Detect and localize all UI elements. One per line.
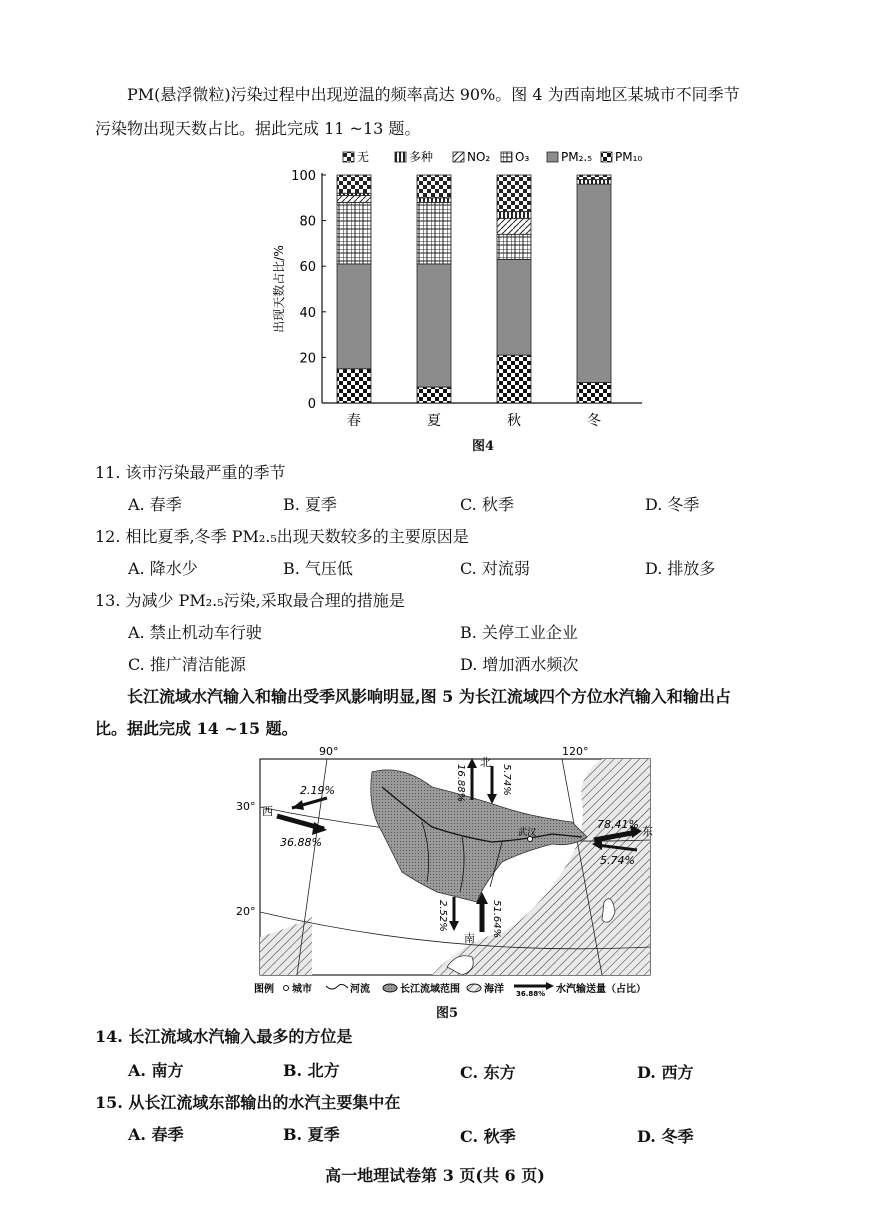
- legend-label: PM₁₀: [615, 150, 643, 164]
- q14-option-c: C. 东方: [460, 1063, 516, 1082]
- intro2-line-2: 比。据此完成 14 ~15 题。: [95, 719, 298, 738]
- q11-option-b: B. 夏季: [283, 495, 337, 514]
- lat-30-label: 30°: [236, 800, 256, 813]
- bar-segment: [497, 175, 531, 211]
- q12-option-b: B. 气压低: [283, 559, 353, 578]
- east-label: 东: [642, 825, 653, 838]
- figure-5-caption: 图5: [436, 1006, 459, 1021]
- city-label: 武汉: [518, 828, 537, 838]
- bar-segment: [337, 202, 371, 264]
- legend-label: PM₂.₅: [561, 150, 593, 164]
- legend-city: 城市: [292, 984, 312, 995]
- bar-segment: [417, 198, 451, 203]
- q12-option-a: A. 降水少: [128, 559, 198, 578]
- bar-segment: [497, 211, 531, 218]
- figure-5-map: [232, 742, 662, 1000]
- west-label: 西: [262, 805, 273, 818]
- bar-segment: [417, 387, 451, 403]
- q14-option-d: D. 西方: [637, 1063, 694, 1082]
- bar-segment: [497, 218, 531, 234]
- intro-line-1: PM(悬浮微粒)污染过程中出现逆温的频率高达 90%。图 4 为西南地区某城市不同季节: [127, 85, 740, 104]
- y-tick-label: 80: [299, 214, 316, 230]
- bar-segment: [337, 196, 371, 203]
- south-label: 南: [464, 932, 475, 945]
- legend-sea: 海洋: [484, 984, 504, 995]
- y-tick-label: 60: [299, 260, 316, 276]
- east-in-value: 5.74%: [600, 854, 635, 867]
- y-axis-title: 出现天数占比/%: [272, 245, 286, 333]
- south-out-value: 2.52%: [437, 900, 448, 932]
- page-footer: 高一地理试卷第 3 页(共 6 页): [325, 1166, 545, 1185]
- legend-label: NO₂: [467, 150, 491, 164]
- legend-label: 无: [357, 150, 370, 164]
- north-out-value: 5.74%: [501, 764, 512, 796]
- bar-segment: [497, 259, 531, 355]
- legend-basin-icon: [383, 984, 397, 992]
- bar-segment: [577, 180, 611, 185]
- y-tick-label: 20: [299, 351, 316, 367]
- legend-swatch: [547, 152, 558, 162]
- q12-option-c: C. 对流弱: [460, 559, 530, 578]
- legend-arrowhead: [546, 982, 554, 990]
- bar-segment: [417, 202, 451, 264]
- lat-20-label: 20°: [236, 905, 256, 918]
- bar-segment: [577, 184, 611, 382]
- legend-title: 图例: [254, 984, 274, 995]
- chart-bars: [337, 175, 611, 429]
- lon-120-label: 120°: [562, 745, 589, 758]
- q11-option-c: C. 秋季: [460, 495, 514, 514]
- legend-label: O₃: [515, 150, 530, 164]
- legend-swatch: [453, 152, 464, 162]
- west-in-value: 36.88%: [280, 836, 322, 849]
- intro-paragraph-1-cont: [95, 112, 815, 146]
- legend-sample: 36.88%: [516, 990, 546, 998]
- y-tick-label: 40: [299, 305, 316, 321]
- legend-city-icon: [284, 986, 289, 991]
- q11-option-d: D. 冬季: [645, 495, 700, 514]
- bar-segment: [417, 175, 451, 198]
- y-tick-label: 0: [307, 397, 316, 412]
- figure-4-chart: [255, 145, 655, 455]
- legend-basin: 长江流域范围: [400, 984, 460, 995]
- figure-4-caption: 图4: [472, 439, 495, 454]
- question-14-stem: 14. 长江流域水汽输入最多的方位是: [95, 1027, 353, 1046]
- bar-segment: [577, 175, 611, 180]
- intro-paragraph-2-cont: [95, 712, 815, 746]
- q14-option-b: B. 北方: [283, 1061, 340, 1080]
- question-13-stem: 13. 为减少 PM₂.₅污染,采取最合理的措施是: [95, 591, 405, 610]
- bar-segment: [577, 382, 611, 403]
- legend-flow: 水汽输送量（占比）: [556, 984, 646, 995]
- north-label: 北: [480, 756, 491, 769]
- bar-segment: [337, 264, 371, 369]
- q15-option-c: C. 秋季: [460, 1127, 516, 1146]
- south-in-value: 51.64%: [491, 900, 502, 939]
- q11-option-a: A. 春季: [128, 495, 182, 514]
- q13-option-c: C. 推广清洁能源: [128, 655, 246, 674]
- bar-segment: [497, 234, 531, 259]
- legend-swatch: [501, 152, 512, 162]
- legend-swatch: [343, 152, 354, 162]
- q15-option-d: D. 冬季: [637, 1127, 694, 1146]
- question-12-stem: 12. 相比夏季,冬季 PM₂.₅出现天数较多的主要原因是: [95, 527, 469, 546]
- q13-option-a: A. 禁止机动车行驶: [128, 623, 262, 642]
- q13-option-d: D. 增加洒水频次: [460, 655, 579, 674]
- x-tick-label: 春: [347, 413, 361, 429]
- legend-swatch: [395, 152, 406, 162]
- q12-option-d: D. 排放多: [645, 559, 716, 578]
- lon-90-label: 90°: [319, 745, 339, 758]
- legend-label: 多种: [409, 150, 434, 164]
- chart-legend: [343, 150, 642, 164]
- y-tick-label: 100: [291, 169, 316, 184]
- intro-line-2: 污染物出现天数占比。据此完成 11 ~13 题。: [95, 119, 421, 138]
- x-tick-label: 冬: [587, 413, 601, 429]
- bar-segment: [497, 355, 531, 403]
- legend-swatch: [601, 152, 612, 162]
- legend-sea-icon: [467, 984, 481, 992]
- question-11-stem: 11. 该市污染最严重的季节: [95, 463, 286, 482]
- north-in-value: 16.88%: [455, 764, 466, 803]
- bar-segment: [417, 264, 451, 387]
- q13-option-b: B. 关停工业企业: [460, 623, 578, 642]
- intro-paragraph-1: [95, 78, 815, 112]
- east-out-value: 78.41%: [597, 818, 639, 831]
- intro2-line-1: 长江流域水汽输入和输出受季风影响明显,图 5 为长江流域四个方位水汽输入和输出占: [127, 687, 731, 706]
- x-tick-label: 夏: [427, 413, 441, 429]
- question-15-stem: 15. 从长江流域东部输出的水汽主要集中在: [95, 1093, 401, 1112]
- q15-option-b: B. 夏季: [283, 1125, 340, 1144]
- legend-river-icon: [326, 984, 348, 989]
- x-tick-label: 秋: [507, 413, 521, 429]
- intro-paragraph-2: [95, 680, 815, 714]
- west-out-value: 2.19%: [300, 784, 335, 797]
- bar-segment: [337, 175, 371, 193]
- q15-option-a: A. 春季: [128, 1125, 184, 1144]
- bar-segment: [337, 369, 371, 403]
- q14-option-a: A. 南方: [128, 1061, 184, 1080]
- legend-river: 河流: [350, 984, 370, 995]
